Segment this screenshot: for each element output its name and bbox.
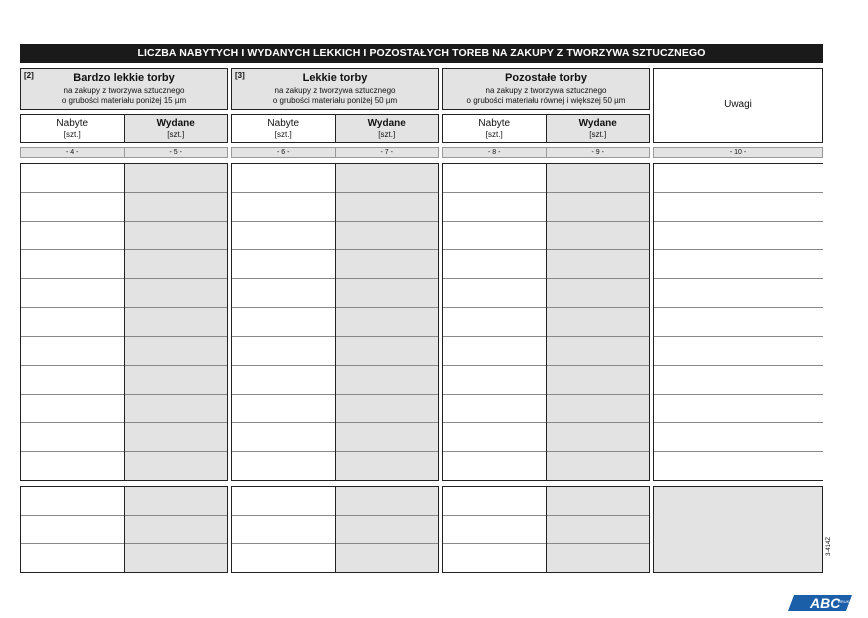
input-cell[interactable] xyxy=(336,452,439,480)
input-cell[interactable] xyxy=(547,544,650,572)
input-cell[interactable] xyxy=(125,544,228,572)
nabyte-column xyxy=(232,487,335,572)
input-cell[interactable] xyxy=(21,193,124,222)
nabyte-column xyxy=(232,164,335,480)
input-cell[interactable] xyxy=(125,308,228,337)
subheader-very-light xyxy=(20,114,228,143)
summary-table-other xyxy=(442,486,650,573)
entry-table-light xyxy=(231,163,439,481)
input-cell[interactable] xyxy=(21,395,124,424)
nabyte-label: Nabyte xyxy=(56,118,89,129)
column-number: - 9 - xyxy=(546,148,650,157)
column-number: - 6 - xyxy=(277,149,290,156)
input-cell[interactable] xyxy=(654,279,823,308)
logo-subtext: DRUKI xyxy=(838,599,851,604)
entry-table-other xyxy=(442,163,650,481)
input-cell[interactable] xyxy=(336,487,439,516)
input-cell[interactable] xyxy=(21,308,124,337)
input-cell[interactable] xyxy=(125,279,228,308)
input-cell[interactable] xyxy=(547,487,650,516)
input-cell[interactable] xyxy=(654,250,823,279)
input-cell[interactable] xyxy=(232,164,335,193)
column-number: - 5 - xyxy=(124,148,228,157)
input-cell[interactable] xyxy=(654,308,823,337)
nabyte-label: Nabyte xyxy=(478,118,511,129)
input-cell[interactable] xyxy=(232,487,335,516)
column-number: - 4 - xyxy=(66,149,79,156)
input-cell[interactable] xyxy=(443,544,546,572)
logo-graphic xyxy=(788,593,858,613)
summary-table-very-light xyxy=(20,486,228,573)
wydane-unit: [szt.] xyxy=(378,130,396,139)
input-cell[interactable] xyxy=(21,544,124,572)
column-number: - 8 - xyxy=(488,149,501,156)
input-cell[interactable] xyxy=(21,279,124,308)
group-title: Lekkie torby xyxy=(302,72,368,84)
nabyte-unit: [szt.] xyxy=(485,130,503,139)
column-number: - 10 - xyxy=(729,149,747,156)
subheader-light xyxy=(231,114,439,143)
input-cell[interactable] xyxy=(443,193,546,222)
input-cell[interactable] xyxy=(21,164,124,193)
subheader-other xyxy=(442,114,650,143)
group-desc-1: na zakupy z tworzywa sztucznego xyxy=(274,86,396,95)
input-cell[interactable] xyxy=(21,423,124,452)
input-cell[interactable] xyxy=(654,193,823,222)
input-cell[interactable] xyxy=(21,250,124,279)
wydane-label: Wydane xyxy=(367,118,406,129)
input-cell[interactable] xyxy=(336,250,439,279)
group-title: Bardzo lekkie torby xyxy=(73,72,175,84)
input-cell[interactable] xyxy=(443,250,546,279)
input-cell[interactable] xyxy=(232,337,335,366)
input-cell[interactable] xyxy=(232,279,335,308)
input-cell[interactable] xyxy=(443,452,546,480)
nabyte-column xyxy=(443,487,546,572)
input-cell[interactable] xyxy=(125,516,228,545)
input-cell[interactable] xyxy=(21,516,124,545)
form-title: LICZBA NABYTYCH I WYDANYCH LEKKICH I POZOSTAŁYCH TOREB NA ZAKUPY Z TWORZYWA SZTUCZNEGO xyxy=(20,44,823,63)
input-cell[interactable] xyxy=(232,222,335,251)
group-header-very-light xyxy=(20,68,228,110)
input-cell[interactable] xyxy=(547,164,650,193)
input-cell[interactable] xyxy=(547,366,650,395)
input-cell[interactable] xyxy=(336,164,439,193)
input-cell[interactable] xyxy=(547,193,650,222)
group-desc-2: o grubości materiału równej i większej 50 µm xyxy=(466,96,626,105)
input-cell[interactable] xyxy=(125,250,228,279)
column-numbers-1 xyxy=(20,147,228,158)
wydane-column xyxy=(335,164,439,480)
input-cell[interactable] xyxy=(547,308,650,337)
input-cell[interactable] xyxy=(443,487,546,516)
input-cell[interactable] xyxy=(336,544,439,572)
input-cell[interactable] xyxy=(443,279,546,308)
group-number: [2] xyxy=(24,71,34,80)
group-desc-1: na zakupy z tworzywa sztucznego xyxy=(63,86,185,95)
input-cell[interactable] xyxy=(654,366,823,395)
input-cell[interactable] xyxy=(336,423,439,452)
group-title: Pozostałe torby xyxy=(505,72,587,84)
input-cell[interactable] xyxy=(443,337,546,366)
input-cell[interactable] xyxy=(21,452,124,480)
column-numbers-4 xyxy=(653,147,823,158)
input-cell[interactable] xyxy=(232,452,335,480)
input-cell[interactable] xyxy=(547,250,650,279)
input-cell[interactable] xyxy=(336,193,439,222)
wydane-column xyxy=(124,487,228,572)
group-desc-2: o grubości materiału poniżej 50 µm xyxy=(272,96,398,105)
input-cell[interactable] xyxy=(232,193,335,222)
abc-druki-logo xyxy=(788,593,858,613)
input-cell[interactable] xyxy=(547,423,650,452)
input-cell[interactable] xyxy=(125,395,228,424)
column-number: - 7 - xyxy=(335,148,439,157)
input-cell[interactable] xyxy=(547,395,650,424)
nabyte-column xyxy=(21,487,124,572)
input-cell[interactable] xyxy=(443,395,546,424)
input-cell[interactable] xyxy=(232,516,335,545)
input-cell[interactable] xyxy=(336,366,439,395)
input-cell[interactable] xyxy=(21,366,124,395)
input-cell[interactable] xyxy=(232,250,335,279)
input-cell[interactable] xyxy=(443,222,546,251)
group-desc-2: o grubości materiału poniżej 15 µm xyxy=(61,96,187,105)
input-cell[interactable] xyxy=(125,222,228,251)
input-cell[interactable] xyxy=(336,516,439,545)
input-cell[interactable] xyxy=(547,222,650,251)
nabyte-label: Nabyte xyxy=(267,118,300,129)
wydane-unit: [szt.] xyxy=(167,130,185,139)
remarks-column xyxy=(653,163,823,481)
wydane-column xyxy=(124,164,228,480)
wydane-column xyxy=(335,487,439,572)
input-cell[interactable] xyxy=(547,452,650,480)
nabyte-column xyxy=(21,164,124,480)
input-cell[interactable] xyxy=(336,337,439,366)
input-cell[interactable] xyxy=(654,395,823,424)
remarks-summary-box xyxy=(653,486,823,573)
nabyte-column xyxy=(443,164,546,480)
input-cell[interactable] xyxy=(125,487,228,516)
input-cell[interactable] xyxy=(232,308,335,337)
nabyte-unit: [szt.] xyxy=(63,130,81,139)
input-cell[interactable] xyxy=(654,423,823,452)
column-numbers-3 xyxy=(442,147,650,158)
input-cell[interactable] xyxy=(443,308,546,337)
input-cell[interactable] xyxy=(336,395,439,424)
input-cell[interactable] xyxy=(125,193,228,222)
input-cell[interactable] xyxy=(336,222,439,251)
input-cell[interactable] xyxy=(443,164,546,193)
entry-table-very-light xyxy=(20,163,228,481)
input-cell[interactable] xyxy=(654,222,823,251)
group-desc-1: na zakupy z tworzywa sztucznego xyxy=(485,86,607,95)
group-header-light xyxy=(231,68,439,110)
wydane-column xyxy=(546,164,650,480)
input-cell[interactable] xyxy=(443,423,546,452)
group-number: [3] xyxy=(235,71,245,80)
input-cell[interactable] xyxy=(232,423,335,452)
input-cell[interactable] xyxy=(443,516,546,545)
input-cell[interactable] xyxy=(547,279,650,308)
wydane-column xyxy=(546,487,650,572)
input-cell[interactable] xyxy=(125,164,228,193)
input-cell[interactable] xyxy=(547,516,650,545)
input-cell[interactable] xyxy=(336,279,439,308)
input-cell[interactable] xyxy=(443,366,546,395)
input-cell[interactable] xyxy=(547,337,650,366)
input-cell[interactable] xyxy=(654,452,823,480)
input-cell[interactable] xyxy=(125,366,228,395)
input-cell[interactable] xyxy=(232,544,335,572)
input-cell[interactable] xyxy=(125,452,228,480)
logo-text: ABC xyxy=(810,595,841,611)
wydane-label: Wydane xyxy=(578,118,617,129)
input-cell[interactable] xyxy=(125,423,228,452)
input-cell[interactable] xyxy=(125,337,228,366)
input-cell[interactable] xyxy=(654,337,823,366)
input-cell[interactable] xyxy=(336,308,439,337)
input-cell[interactable] xyxy=(654,164,823,193)
input-cell[interactable] xyxy=(21,222,124,251)
input-cell[interactable] xyxy=(232,395,335,424)
column-numbers-2 xyxy=(231,147,439,158)
wydane-unit: [szt.] xyxy=(589,130,607,139)
wydane-label: Wydane xyxy=(156,118,195,129)
input-cell[interactable] xyxy=(232,366,335,395)
group-header-other xyxy=(442,68,650,110)
summary-table-light xyxy=(231,486,439,573)
nabyte-unit: [szt.] xyxy=(274,130,292,139)
input-cell[interactable] xyxy=(21,337,124,366)
input-cell[interactable] xyxy=(21,487,124,516)
form-code: 3-414Z xyxy=(826,536,832,556)
remarks-header: Uwagi xyxy=(653,68,823,143)
